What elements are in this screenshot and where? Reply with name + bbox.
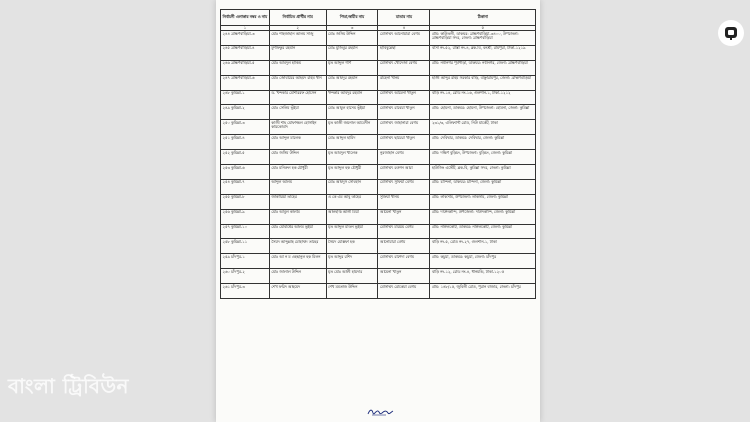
cell-address: গ্রাম: কাউতলী, ডাকঘর: ব্রাহ্মণবাড়িয়া-৩৪০০, উপজেলা: ব্রাহ্মণবাড়িয়া সদর, জেলা: ব্রাহ্মণবাড়িয়া [430,31,536,46]
candidates-table [220,9,536,299]
cell-candidate-name: আব্দুল আলম [269,179,326,194]
cell-candidate-name: মোঃ শাহজাহান আলম সাজু [269,31,326,46]
cell-constituency: ২৪৪ ব্রাহ্মণবাড়িয়া-৩ [221,31,270,46]
cell-address: গ্রাম: কচুয়া, ডাকঘর: কচুয়া, জেলা: চাঁদপুর [430,254,536,269]
cell-address: গ্রাম: লাকসাম, উপজেলা: লাকসাম, জেলা: কুমিল্লা [430,194,536,209]
cell-address: গ্রাম: দেবিদ্বার, ডাকঘর: দেবিদ্বার, জেলা: কুমিল্লা [430,135,536,150]
table-row [221,90,536,105]
cell-address: হাজী আব্দুর রহিম সরকার বাড়ি, বাঞ্ছারামপুর, জেলা: ব্রাহ্মণবাড়িয়া [430,75,536,90]
cell-mother-name: মোসাম্মৎ রাশেদা বেগম [378,254,430,269]
watermark-logo-text: বাংলা ট্রিবিউন [8,374,129,398]
cell-constituency: ২৪৭ ব্রাহ্মণবাড়িয়া-৬ [221,75,270,90]
table-row [221,75,536,90]
table-row [221,269,536,284]
cell-constituency: ২৫৪ কুমিল্লা-৭ [221,179,270,194]
cell-constituency: ২৫০ কুমিল্লা-৩ [221,120,270,135]
cell-mother-name: মোসাম্মৎ রওশন আরা [378,165,430,180]
table-row [221,194,536,209]
cell-constituency: ২৫৩ কুমিল্লা-৬ [221,165,270,180]
cell-constituency: ২৫৯ চাঁদপুর-১ [221,254,270,269]
cell-father-husband-name: মৃত আব্দুল হক চৌধুরী [326,165,378,180]
header-mother-name: মাতার নাম [378,10,430,26]
cell-father-husband-name: মৃত আব্দুর রশিদ [326,254,378,269]
cell-candidate-name: মোঃ জসিম উদ্দিন [269,150,326,165]
cell-candidate-name: জাকারিয়া তাহের [269,194,326,209]
header-candidate-name: নির্বাচিত প্রার্থীর নাম [269,10,326,26]
cell-mother-name: মোসাম্মৎ সুফিয়া বেগম [378,179,430,194]
table-row [221,209,536,224]
column-number: ২ [269,26,326,31]
cell-constituency: ২৬০ চাঁদপুর-২ [221,269,270,284]
cell-father-husband-name: মোঃ আবুল হাসেম ভূঁইয়া [326,105,378,120]
cell-constituency: ২৪৯ কুমিল্লা-২ [221,105,270,120]
cell-candidate-name: মোঃ মনিরুল হক চৌধুরী [269,165,326,180]
cell-father-husband-name: মোঃ মুজিবুর রহমান [326,45,378,60]
cell-father-husband-name: শেখ মমতাজ উদ্দিন [326,284,378,299]
cell-address: বাসা নং-৫২, রাস্তা নং-৪, ব্লক-বি, বনশ্রী, রামপুরা, ঢাকা-১২১৯ [430,45,536,60]
cell-father-husband-name: মোঃ আব্দুল হামিদ [326,135,378,150]
column-number: ৩ [326,26,378,31]
cell-father-husband-name: মোঃ আবদুস সোবহান [326,179,378,194]
table-row [221,135,536,150]
cell-address: বাড়ি নং-৫, রোড নং-২৭, গুলশান-১, ঢাকা [430,239,536,254]
cell-father-husband-name: সৈয়দ মোস্তফা হক [326,239,378,254]
cell-candidate-name: মোঃ আবদুল হাকিম [269,60,326,75]
table-row [221,239,536,254]
cell-constituency: ২৫৮ কুমিল্লা-১১ [221,239,270,254]
cell-address: বাড়ি নং-১২, রোড নং-৪, ধানমন্ডি, ঢাকা-১২০৫ [430,269,536,284]
cell-mother-name: মোসাম্মৎ আমেনা খাতুন [378,90,430,105]
cell-address: গ্রাম: দক্ষিণ বুড়িচং, উপজেলা: বুড়িচং, জেলা: কুমিল্লা [430,150,536,165]
cell-address: বাড়ি নং-১৪, রোড নং-১৬, গুলশান-১, ঢাকা-১২১২ [430,90,536,105]
cell-address: গ্রাম: নাঙ্গলকোট, ডাকঘর: নাঙ্গলকোট, জেলা: কুমিল্লা [430,224,536,239]
cell-mother-name: মোসাম্মৎ খোদেজা বেগম [378,60,430,75]
table-row [221,120,536,135]
table-row [221,105,536,120]
cell-candidate-name: ড. খন্দকার মোশাররফ হোসেন [269,90,326,105]
cell-mother-name: আমেনা খাতুন [378,269,430,284]
cell-father-husband-name: মোঃ আবদুর রহমান [326,75,378,90]
header-father-husband-name: পিতা/স্বামীর নাম [326,10,378,26]
cell-candidate-name: মুশফিকুর রহমান [269,45,326,60]
cell-candidate-name: কাজী শাহ মোফাজ্জল হোসাইন কায়কোবাদ [269,120,326,135]
cell-candidate-name: মোঃ আবুল কালাম [269,209,326,224]
cell-constituency: ২৫৬ কুমিল্লা-৯ [221,209,270,224]
column-number: ১ [221,26,270,31]
cell-address: ২৩১/৩, এলিফ্যান্ট রোড, নিউ মার্কেট, ঢাকা [430,120,536,135]
cell-father-husband-name: মৃত কাজী জয়নাল আবেদীন [326,120,378,135]
table-row [221,179,536,194]
signature-icon [366,407,394,417]
cell-candidate-name: শেখ ফরিদ আহমেদ [269,284,326,299]
cell-candidate-name: মোঃ মোবাশ্বের আলম ভূঁইয়া [269,224,326,239]
cell-father-husband-name: মৃত আবদুল খালেক [326,150,378,165]
cell-candidate-name: মোঃ সেলিম ভূঁইয়া [269,105,326,120]
table-row [221,31,536,46]
cell-candidate-name: মোঃ আ ন ম এহছানুল হক মিলন [269,254,326,269]
column-number: ৫ [430,26,536,31]
table-row [221,165,536,180]
cell-constituency: ২৬১ চাঁদপুর-৩ [221,284,270,299]
table-header-row [221,10,536,26]
header-constituency: নির্বাচনী এলাকার নম্বর ও নাম [221,10,270,26]
cell-address: গ্রাম: দাউদকান্দি, উপজেলা: দাউদকান্দি, জেলা: কুমিল্লা [430,209,536,224]
cell-father-husband-name: মৃত আব্দুল গণি [326,60,378,75]
cell-constituency: ২৫১ কুমিল্লা-৪ [221,135,270,150]
cell-father-husband-name: আলহাজ্ব আলী মিয়া [326,209,378,224]
cell-address: গ্রাম: হোমনা, ডাকঘর: হোমনা, উপজেলা: হোমনা, জেলা: কুমিল্লা [430,105,536,120]
cell-father-husband-name: মৃত মোঃ আলী হায়দার [326,269,378,284]
cell-father-husband-name: মৃত আব্দুল মতিন ভূঁইয়া [326,224,378,239]
cell-candidate-name: মোঃ আব্দুল মালেক [269,135,326,150]
cell-constituency: ২৫৭ কুমিল্লা-১০ [221,224,270,239]
cell-constituency: ২৫৫ কুমিল্লা-৮ [221,194,270,209]
cell-mother-name: রাহেনা খানম [378,75,430,90]
cell-father-husband-name: খন্দকার আবদুর রহমান [326,90,378,105]
cell-mother-name: মোসাম্মৎ রাবেয়া খাতুন [378,105,430,120]
table-row [221,150,536,165]
cell-constituency: ২৪৫ ব্রাহ্মণবাড়িয়া-৪ [221,45,270,60]
cell-mother-name: নুরজাহান বেগম [378,150,430,165]
cell-mother-name: সুফিয়া খানম [378,194,430,209]
table-row [221,284,536,299]
cell-mother-name: মোসাম্মৎ জাহানারা বেগম [378,120,430,135]
cell-candidate-name: মোঃ জোবায়ের আহমদ রহিম খান [269,75,326,90]
bangla-tribune-logo-icon [718,20,744,46]
cell-mother-name: আনোয়ারা বেগম [378,239,430,254]
cell-constituency: ২৪৬ ব্রাহ্মণবাড়িয়া-৫ [221,60,270,75]
header-address: ঠিকানা [430,10,536,26]
column-number: ৪ [378,26,430,31]
table-row [221,224,536,239]
cell-mother-name: মোসাম্মৎ মরিয়ম বেগম [378,224,430,239]
cell-father-husband-name: মোঃ জসিম উদ্দিন [326,31,378,46]
cell-address: হাউজিং এস্টেট, ব্লক-বি, কুমিল্লা সদর, জেলা: কুমিল্লা [430,165,536,180]
cell-candidate-name: সৈয়দ আব্দুল্লাহ মোহাম্মদ তাহের [269,239,326,254]
cell-candidate-name: মোঃ জালাল উদ্দিন [269,269,326,284]
table-row [221,45,536,60]
cell-mother-name: মোসাম্মৎ ছায়েরা খাতুন [378,135,430,150]
cell-constituency: ২৫২ কুমিল্লা-৫ [221,150,270,165]
document-page [216,0,540,422]
cell-address: গ্রাম: চান্দিনা, ডাকঘর: চান্দিনা, জেলা: কুমিল্লা [430,179,536,194]
table-row [221,60,536,75]
cell-father-husband-name: এ কে এম আবু তাহের [326,194,378,209]
cell-mother-name: হাবিবুন্নেছা [378,45,430,60]
cell-address: গ্রাম: ১৪৮/১৫, জুবিলী রোড, পুরান বাজার, জেলা: চাঁদপুর [430,284,536,299]
cell-address: গ্রাম: নবীনগর পূর্বপাড়া, ডাকঘর: নবীনগর, জেলা: ব্রাহ্মণবাড়িয়া [430,60,536,75]
cell-mother-name: মোসাম্মৎ আনোয়ারা বেগম [378,31,430,46]
table-row [221,254,536,269]
cell-mother-name: মোসাম্মৎ রোকেয়া বেগম [378,284,430,299]
cell-constituency: ২৪৮ কুমিল্লা-১ [221,90,270,105]
cell-mother-name: আমেনা খাতুন [378,209,430,224]
